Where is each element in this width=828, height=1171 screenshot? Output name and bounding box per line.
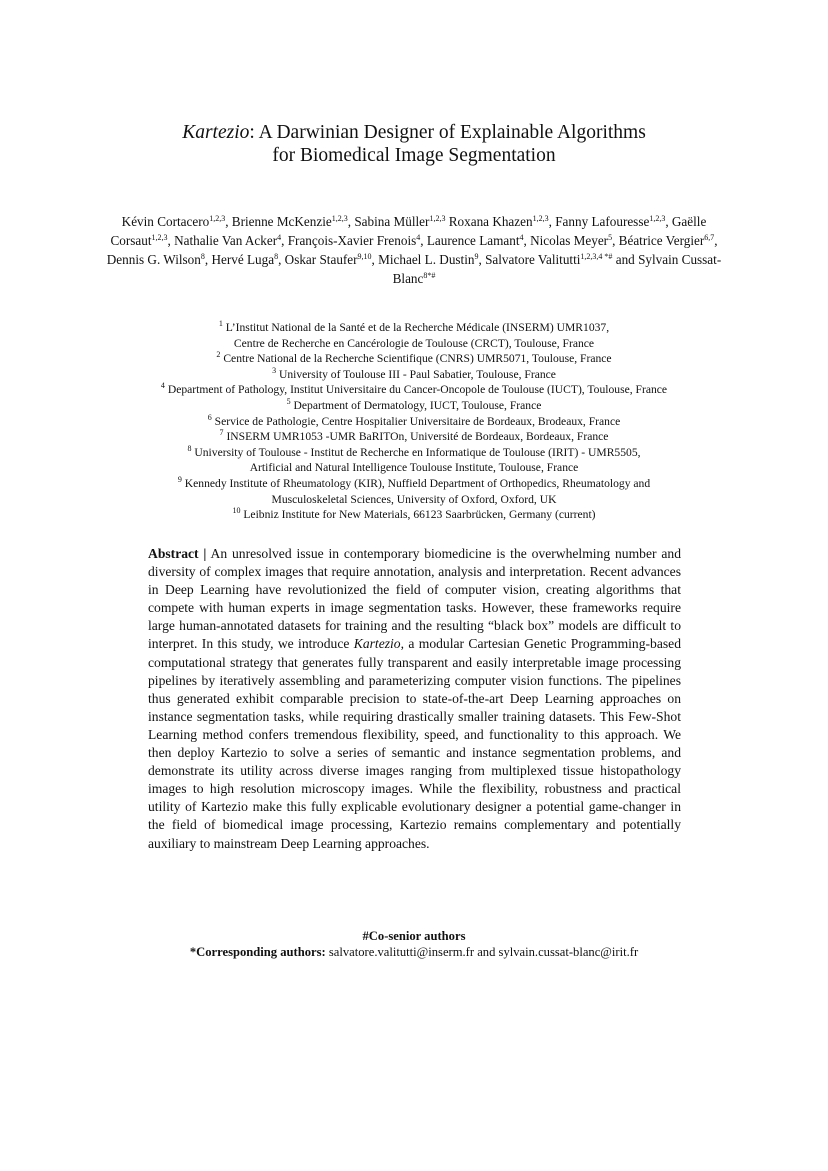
affiliation-number: 8 <box>187 443 192 453</box>
author-affiliation-marker: 1,2,3 <box>331 214 348 223</box>
affiliation-line <box>60 414 768 430</box>
author-affiliation-marker: 5 <box>608 233 613 242</box>
author-name: Kévin Cortacero <box>121 214 210 229</box>
author-name: Nathalie Van Acker <box>174 233 278 248</box>
author-separator: , <box>478 252 486 267</box>
author-name: Brienne McKenzie <box>231 214 332 229</box>
author-separator: , <box>371 252 379 267</box>
corresponding-authors <box>60 944 768 960</box>
affiliation-text: Centre National de la Recherche Scientifique (CNRS) UMR5071, Toulouse, France <box>223 352 612 366</box>
author-affiliation-marker: 9,10 <box>357 252 372 261</box>
corresponding-label: *Corresponding authors: <box>189 945 326 959</box>
author-separator: and <box>612 252 639 267</box>
abstract-italic-name: Kartezio <box>353 636 401 652</box>
affiliation-number: 6 <box>207 412 212 422</box>
author-name: Hervé Luga <box>211 252 275 267</box>
abstract-text-part1: An unresolved issue in contemporary biomedicine is the overwhelming number and diversity of complex images that require annotation, analysis and interpretation. Recent advances in Deep Learning have revolutionized the field of computer vision, creating algorithms that compete with human experts in image segmentation tasks. However, these frameworks require large human-annotated datasets for training and the resulting “black box” models are difficult to interpret. In this study, we introduce <box>148 546 681 652</box>
author-name: Michael L. Dustin <box>378 252 475 267</box>
author-name: Salvatore Valitutti <box>485 252 581 267</box>
author-affiliation-marker: 1,2,3 <box>649 214 666 223</box>
author-separator: , <box>204 252 212 267</box>
author-affiliation-marker: 1,2,3 <box>429 214 446 223</box>
abstract <box>148 545 681 853</box>
author-name: Gaëlle Corsaut <box>110 214 707 248</box>
affiliation-text: L’Institut National de la Santé et de la Recherche Médicale (INSERM) UMR1037, <box>225 321 610 334</box>
affiliation-text: Department of Dermatology, IUCT, Toulouse, France <box>293 398 542 412</box>
affiliation-text: Artificial and Natural Intelligence Toulouse Institute, Toulouse, France <box>249 461 579 475</box>
title-rest: : A Darwinian Designer of Explainable Algorithms <box>249 122 646 143</box>
abstract-heading: Abstract | <box>148 546 207 561</box>
author-affiliation-marker: 1,2,3 <box>532 214 549 223</box>
title-line2: for Biomedical Image Segmentation <box>272 145 556 166</box>
author-affiliation-marker: 6,7 <box>704 233 715 242</box>
author-affiliation-marker: 1,2,3,4 *# <box>580 252 613 261</box>
author-affiliation-marker: 8 <box>274 252 279 261</box>
author-separator: , <box>714 233 718 248</box>
affiliation-number: 9 <box>177 474 182 484</box>
author-affiliation-marker: 8*# <box>423 271 436 280</box>
author-name: Béatrice Vergier <box>618 233 705 248</box>
author-affiliation-marker: 9 <box>474 252 479 261</box>
affiliation-number: 7 <box>219 428 224 438</box>
affiliation-text: Leibniz Institute for New Materials, 66123 Saarbrücken, Germany (current) <box>243 508 596 522</box>
author-name: Laurence Lamant <box>426 233 520 248</box>
author-separator: , <box>281 233 288 248</box>
affiliation-text: Musculoskeletal Sciences, University of Oxford, Oxford, UK <box>271 492 557 506</box>
author-separator: , <box>225 214 232 229</box>
affiliation-line <box>60 429 768 445</box>
author-affiliation-marker: 4 <box>277 233 282 242</box>
author-name: Roxana Khazen <box>448 214 533 229</box>
co-senior-note: #Co-senior authors <box>362 929 466 943</box>
author-affiliation-marker: 1,2,3 <box>209 214 226 223</box>
affiliation-number: 5 <box>286 396 291 406</box>
author-separator: , <box>167 233 175 248</box>
author-affiliation-marker: 1,2,3 <box>151 233 168 242</box>
author-name: Sabina Müller <box>354 214 430 229</box>
affiliation-line <box>60 445 768 461</box>
author-name: Dennis G. Wilson <box>106 252 201 267</box>
affiliation-line <box>60 351 768 367</box>
affiliation-line <box>60 336 768 352</box>
affiliation-line <box>60 460 768 476</box>
author-affiliation-marker: 8 <box>200 252 205 261</box>
author-name: Sylvain Cussat-Blanc <box>392 252 722 286</box>
affiliation-line <box>60 382 768 398</box>
affiliation-text: Service de Pathologie, Centre Hospitalier Universitaire de Bordeaux, Brodeaux, France <box>214 414 621 428</box>
author-separator: , <box>523 233 531 248</box>
affiliation-text: INSERM UMR1053 -UMR BaRITOn, Université de Bordeaux, Bordeaux, France <box>226 430 609 444</box>
author-separator: , <box>612 233 619 248</box>
author-separator: , <box>665 214 672 229</box>
affiliation-line <box>60 492 768 508</box>
author-name: Nicolas Meyer <box>530 233 609 248</box>
affiliation-line <box>60 320 768 336</box>
affiliation-text: University of Toulouse - Institut de Recherche en Informatique de Toulouse (IRIT) - UMR5505, <box>194 445 641 459</box>
affiliation-line <box>60 398 768 414</box>
affiliation-number: 1 <box>218 319 223 328</box>
abstract-text-part2: , a modular Cartesian Genetic Programming-based computational strategy that generates fully transparent and easily interpretable image processing pipelines by iteratively assembling and parameterizing computer vision functions. The pipelines thus generated exhibit comparable precision to state-of-the-art Deep Learning approaches on instance segmentation tasks, while requiring drastically smaller training datasets. This Few-Shot Learning method confers tremendous flexibility, speed, and functionality to this approach. We then deploy Kartezio to solve a series of semantic and instance segmentation problems, and demonstrate its utility across diverse images ranging from multiplexed tissue histopathology images to high resolution microscopy images. While the flexibility, robustness and practical utility of Kartezio make this fully explicable evolutionary designer a potential game-changer in the field of biomedical image processing, Kartezio remains complementary and potentially auxiliary to mainstream Deep Learning approaches. <box>148 636 681 851</box>
affiliation-number: 2 <box>216 350 221 360</box>
paper-title <box>100 121 728 167</box>
affiliation-line <box>60 367 768 383</box>
affiliation-text: Kennedy Institute of Rheumatology (KIR), Nuffield Department of Orthopedics, Rheumatology and <box>184 476 651 490</box>
author-separator: , <box>278 252 285 267</box>
affiliation-number: 3 <box>272 365 277 375</box>
affiliation-text: Centre de Recherche en Cancérologie de Toulouse (CRCT), Toulouse, France <box>233 336 595 350</box>
affiliation-list <box>60 320 768 523</box>
affiliation-text: University of Toulouse III - Paul Sabatier, Toulouse, France <box>278 367 556 381</box>
author-affiliation-marker: 4 <box>416 233 421 242</box>
affiliation-line <box>60 507 768 523</box>
affiliation-number: 4 <box>160 381 165 391</box>
corresponding-emails: salvatore.valitutti@inserm.fr and sylvain.cussat-blanc@irit.fr <box>325 945 639 959</box>
author-name: Fanny Lafouresse <box>555 214 650 229</box>
affiliation-line <box>60 476 768 492</box>
affiliation-text: Department of Pathology, Institut Universitaire du Cancer-Oncopole de Toulouse (IUCT), Toulouse, France <box>167 383 668 397</box>
author-name: Oskar Staufer <box>284 252 358 267</box>
author-separator: , <box>347 214 355 229</box>
author-separator: , <box>420 233 427 248</box>
title-italic: Kartezio <box>182 122 250 143</box>
author-separator: , <box>548 214 556 229</box>
author-affiliation-marker: 4 <box>519 233 524 242</box>
author-list <box>96 212 732 288</box>
author-name: François-Xavier Frenois <box>287 233 417 248</box>
affiliation-number: 10 <box>232 506 241 516</box>
